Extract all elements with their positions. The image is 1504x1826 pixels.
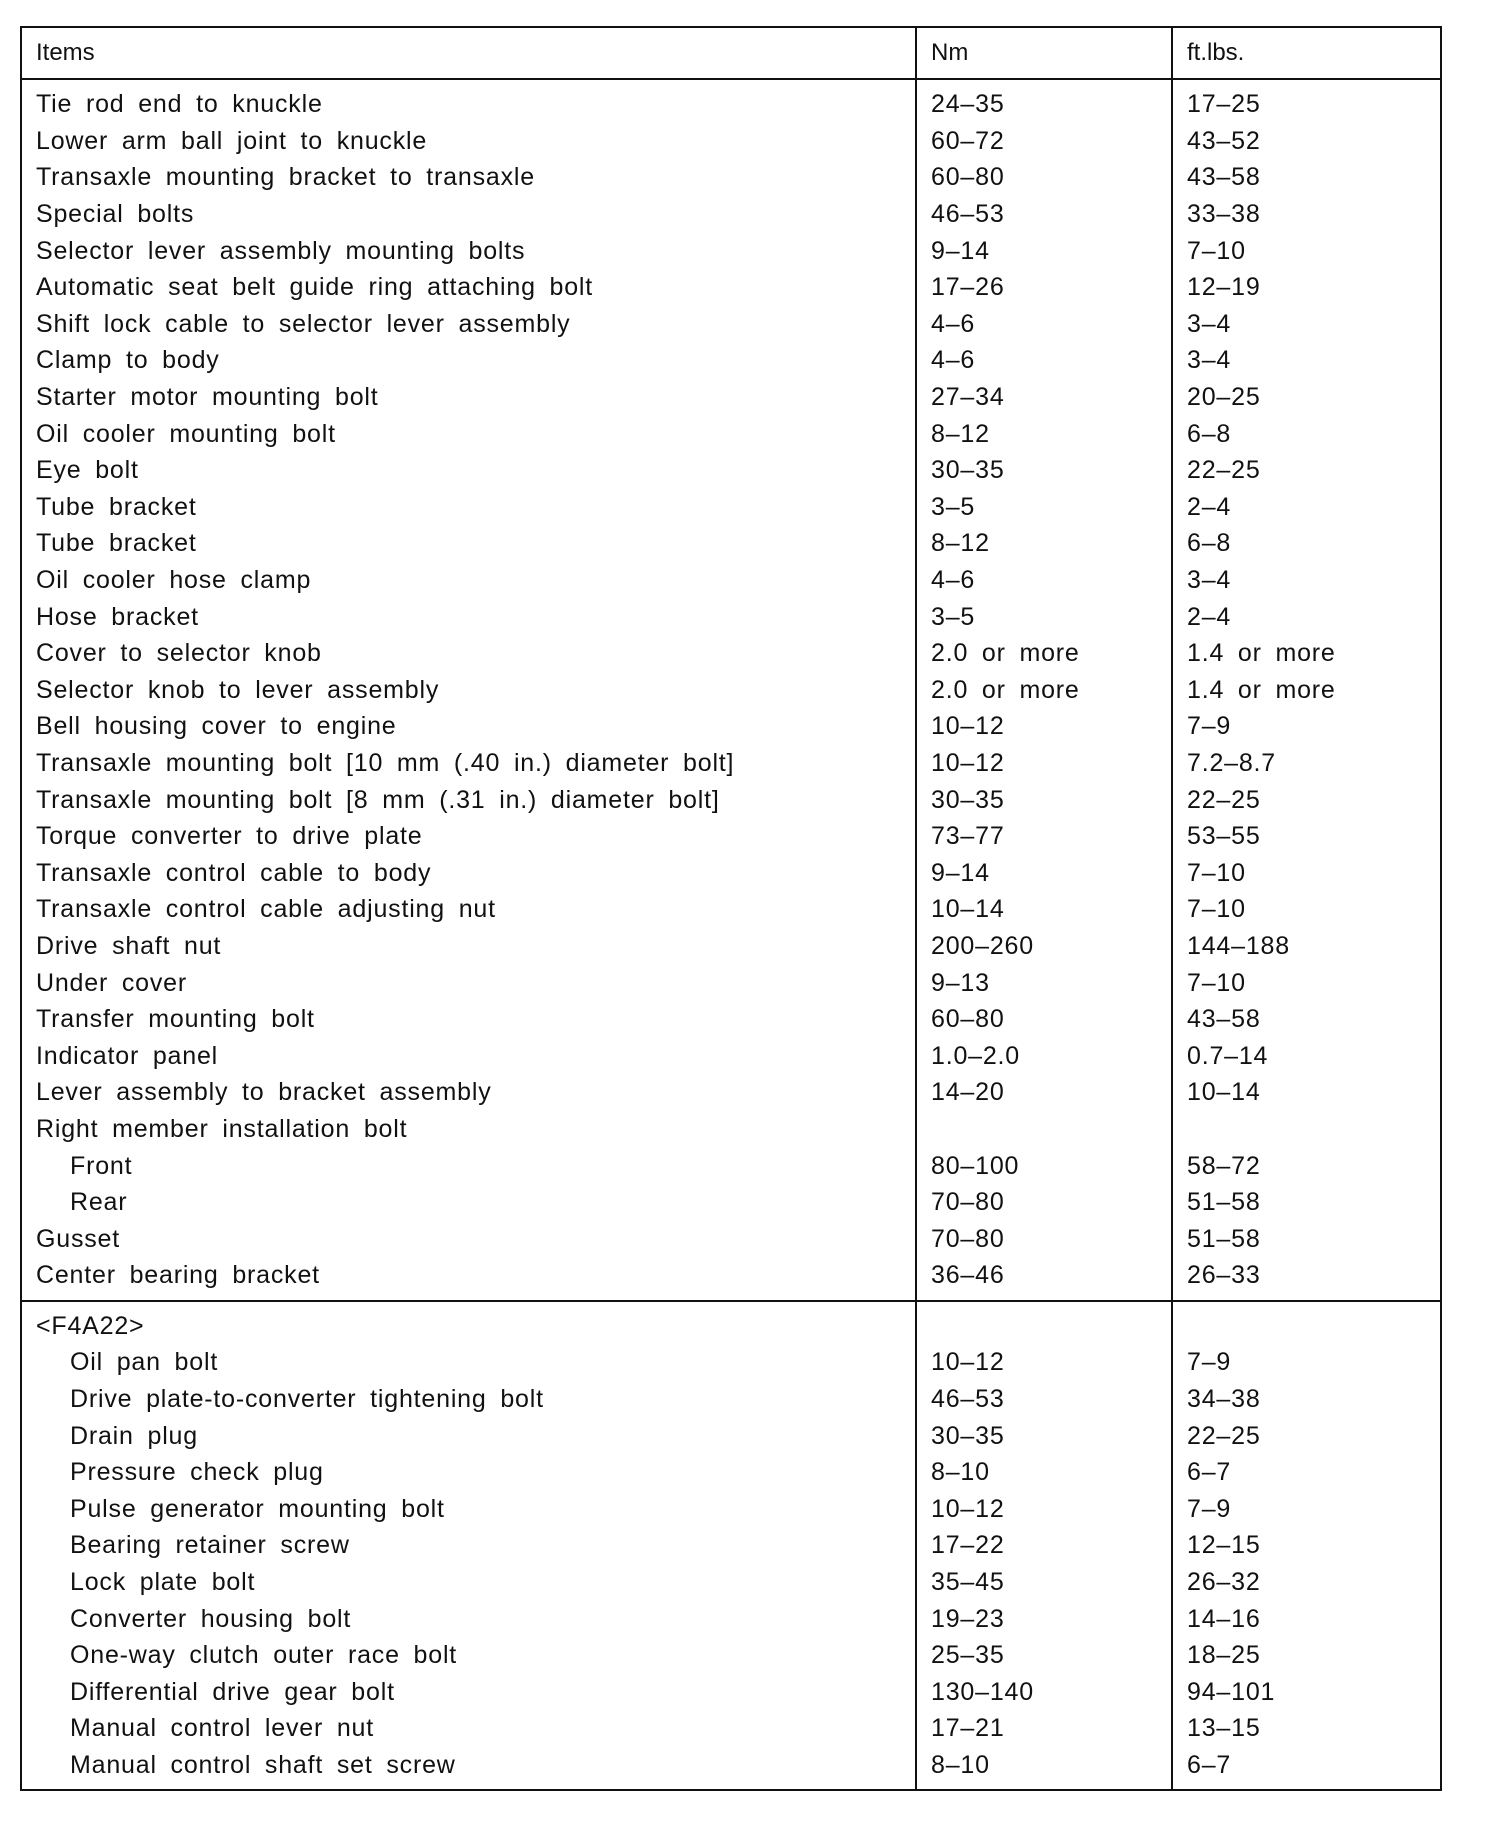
nm-cell: 25–35 xyxy=(916,1637,1172,1674)
table-row xyxy=(21,1074,1441,1111)
ftlbs-cell: 6–8 xyxy=(1187,419,1232,448)
ftlbs-cell: 7–10 xyxy=(1187,858,1246,887)
table-row xyxy=(21,1454,1441,1491)
nm-cell: 27–34 xyxy=(916,379,1172,416)
item-cell: Oil pan bolt xyxy=(21,1344,916,1381)
item-cell: Hose bracket xyxy=(21,598,916,635)
ftlbs-cell: 58–72 xyxy=(1187,1151,1261,1180)
ftlbs-cell: 43–52 xyxy=(1187,126,1261,155)
item-cell: Bell housing cover to engine xyxy=(21,708,916,745)
ftlbs-cell: 22–25 xyxy=(1187,1421,1261,1450)
item-cell: One-way clutch outer race bolt xyxy=(21,1637,916,1674)
nm-cell: 17–26 xyxy=(916,269,1172,306)
item-cell: Transaxle mounting bolt [8 mm (.31 in.) diameter bolt] xyxy=(21,781,916,818)
item-cell: Drive plate-to-converter tightening bolt xyxy=(21,1381,916,1418)
nm-cell: 14–20 xyxy=(916,1074,1172,1111)
table-row xyxy=(21,1674,1441,1711)
nm-cell: 73–77 xyxy=(916,818,1172,855)
table-row xyxy=(21,818,1441,855)
item-cell: Clamp to body xyxy=(21,342,916,379)
table-row xyxy=(21,1564,1441,1601)
nm-cell: 130–140 xyxy=(916,1674,1172,1711)
item-cell: Shift lock cable to selector lever assembly xyxy=(21,306,916,343)
item-cell: Transaxle mounting bolt [10 mm (.40 in.) diameter bolt] xyxy=(21,745,916,782)
ftlbs-cell: 0.7–14 xyxy=(1187,1041,1269,1070)
ftlbs-cell: 7–9 xyxy=(1187,1494,1232,1523)
header-ftlbs: ft.lbs. xyxy=(1172,27,1441,79)
table-row xyxy=(21,306,1441,343)
ftlbs-cell: 3–4 xyxy=(1187,346,1232,375)
table-row xyxy=(21,1637,1441,1674)
nm-cell: 10–12 xyxy=(916,745,1172,782)
table-row xyxy=(21,452,1441,489)
nm-cell: 8–10 xyxy=(916,1747,1172,1791)
item-cell: Rear xyxy=(21,1184,916,1221)
table-row xyxy=(21,159,1441,196)
ftlbs-cell: 7–10 xyxy=(1187,968,1246,997)
nm-cell: 17–21 xyxy=(916,1710,1172,1747)
ftlbs-cell: 2–4 xyxy=(1187,492,1232,521)
ftlbs-cell: 3–4 xyxy=(1187,309,1232,338)
item-cell: Transfer mounting bolt xyxy=(21,1001,916,1038)
ftlbs-cell: 6–7 xyxy=(1187,1751,1232,1780)
nm-cell: 80–100 xyxy=(916,1147,1172,1184)
ftlbs-cell: 10–14 xyxy=(1187,1078,1261,1107)
item-cell: Indicator panel xyxy=(21,1037,916,1074)
table-row xyxy=(21,79,1441,123)
table-row xyxy=(21,928,1441,965)
table-row xyxy=(21,525,1441,562)
table-row xyxy=(21,1184,1441,1221)
table-row xyxy=(21,635,1441,672)
table-row xyxy=(21,269,1441,306)
nm-cell: 60–72 xyxy=(916,123,1172,160)
table-row xyxy=(21,854,1441,891)
item-cell: Under cover xyxy=(21,964,916,1001)
nm-cell: 4–6 xyxy=(916,306,1172,343)
nm-cell: 30–35 xyxy=(916,452,1172,489)
ftlbs-cell: 2–4 xyxy=(1187,602,1232,631)
item-cell: Converter housing bolt xyxy=(21,1600,916,1637)
item-cell: Transaxle mounting bracket to transaxle xyxy=(21,159,916,196)
nm-cell: 60–80 xyxy=(916,159,1172,196)
table-row xyxy=(21,745,1441,782)
ftlbs-cell: 7–10 xyxy=(1187,236,1246,265)
nm-cell: 17–22 xyxy=(916,1527,1172,1564)
ftlbs-cell: 1.4 or more xyxy=(1187,639,1336,668)
item-cell: Lower arm ball joint to knuckle xyxy=(21,123,916,160)
table-group-general xyxy=(21,79,1441,1301)
ftlbs-cell: 43–58 xyxy=(1187,163,1261,192)
table-row xyxy=(21,1147,1441,1184)
ftlbs-cell: 7.2–8.7 xyxy=(1187,748,1277,777)
table-row xyxy=(21,1037,1441,1074)
nm-cell: 9–13 xyxy=(916,964,1172,1001)
ftlbs-cell: 17–25 xyxy=(1187,90,1261,119)
nm-cell: 10–12 xyxy=(916,1344,1172,1381)
ftlbs-cell: 43–58 xyxy=(1187,1005,1261,1034)
ftlbs-cell: 7–9 xyxy=(1187,1348,1232,1377)
nm-cell: 8–12 xyxy=(916,525,1172,562)
table-row xyxy=(21,232,1441,269)
ftlbs-cell: 3–4 xyxy=(1187,566,1232,595)
table-row xyxy=(21,964,1441,1001)
table-row xyxy=(21,672,1441,709)
ftlbs-cell: 26–32 xyxy=(1187,1568,1261,1597)
item-cell: Selector knob to lever assembly xyxy=(21,672,916,709)
nm-cell: 46–53 xyxy=(916,196,1172,233)
item-cell: Lever assembly to bracket assembly xyxy=(21,1074,916,1111)
item-cell: Transaxle control cable to body xyxy=(21,854,916,891)
nm-cell: 9–14 xyxy=(916,854,1172,891)
item-cell: Eye bolt xyxy=(21,452,916,489)
table-row xyxy=(21,781,1441,818)
item-cell: Oil cooler mounting bolt xyxy=(21,415,916,452)
torque-spec-table xyxy=(20,26,1442,1791)
table-row xyxy=(21,123,1441,160)
nm-cell: 30–35 xyxy=(916,1417,1172,1454)
item-cell: Pressure check plug xyxy=(21,1454,916,1491)
nm-cell: 2.0 or more xyxy=(916,635,1172,672)
nm-cell: 35–45 xyxy=(916,1564,1172,1601)
table-row xyxy=(21,891,1441,928)
ftlbs-cell: 12–15 xyxy=(1187,1531,1261,1560)
nm-cell: 4–6 xyxy=(916,562,1172,599)
table-row xyxy=(21,1001,1441,1038)
table-row xyxy=(21,196,1441,233)
table-row xyxy=(21,1417,1441,1454)
table-row xyxy=(21,1710,1441,1747)
table-row xyxy=(21,1344,1441,1381)
ftlbs-cell: 51–58 xyxy=(1187,1188,1261,1217)
table-row xyxy=(21,598,1441,635)
nm-cell: 36–46 xyxy=(916,1257,1172,1301)
table-row xyxy=(21,1527,1441,1564)
table-group-f4a22 xyxy=(21,1301,1441,1791)
table-row xyxy=(21,1301,1441,1345)
table-row xyxy=(21,1600,1441,1637)
ftlbs-cell: 34–38 xyxy=(1187,1385,1261,1414)
nm-cell: 24–35 xyxy=(916,79,1172,123)
item-cell: Starter motor mounting bolt xyxy=(21,379,916,416)
item-cell: Tube bracket xyxy=(21,525,916,562)
item-cell: Manual control shaft set screw xyxy=(21,1747,916,1791)
item-cell: Drain plug xyxy=(21,1417,916,1454)
nm-cell xyxy=(916,1301,1172,1345)
nm-cell: 19–23 xyxy=(916,1600,1172,1637)
nm-cell: 8–12 xyxy=(916,415,1172,452)
item-cell: Manual control lever nut xyxy=(21,1710,916,1747)
item-cell: Tube bracket xyxy=(21,489,916,526)
nm-cell: 8–10 xyxy=(916,1454,1172,1491)
table-row xyxy=(21,415,1441,452)
item-cell: Differential drive gear bolt xyxy=(21,1674,916,1711)
item-cell: Oil cooler hose clamp xyxy=(21,562,916,599)
item-cell: Cover to selector knob xyxy=(21,635,916,672)
item-cell: Tie rod end to knuckle xyxy=(21,79,916,123)
ftlbs-cell: 26–33 xyxy=(1187,1261,1261,1290)
ftlbs-cell: 12–19 xyxy=(1187,273,1261,302)
ftlbs-cell: 6–8 xyxy=(1187,529,1232,558)
table-header-row xyxy=(21,27,1441,79)
item-cell: Lock plate bolt xyxy=(21,1564,916,1601)
item-cell: Torque converter to drive plate xyxy=(21,818,916,855)
ftlbs-cell: 13–15 xyxy=(1187,1714,1261,1743)
item-cell: Automatic seat belt guide ring attaching bolt xyxy=(21,269,916,306)
table-row xyxy=(21,1491,1441,1528)
nm-cell: 2.0 or more xyxy=(916,672,1172,709)
nm-cell: 10–14 xyxy=(916,891,1172,928)
table-row xyxy=(21,708,1441,745)
ftlbs-cell: 18–25 xyxy=(1187,1641,1261,1670)
ftlbs-cell xyxy=(1172,1111,1441,1148)
nm-cell: 200–260 xyxy=(916,928,1172,965)
ftlbs-cell: 22–25 xyxy=(1187,785,1261,814)
nm-cell: 3–5 xyxy=(916,598,1172,635)
item-cell: <F4A22> xyxy=(21,1301,916,1345)
nm-cell: 3–5 xyxy=(916,489,1172,526)
item-cell: Pulse generator mounting bolt xyxy=(21,1491,916,1528)
item-cell: Special bolts xyxy=(21,196,916,233)
ftlbs-cell: 7–10 xyxy=(1187,895,1246,924)
table-row xyxy=(21,1381,1441,1418)
table-row xyxy=(21,1747,1441,1791)
nm-cell: 70–80 xyxy=(916,1220,1172,1257)
header-items: Items xyxy=(21,27,916,79)
ftlbs-cell: 33–38 xyxy=(1187,200,1261,229)
ftlbs-cell: 1.4 or more xyxy=(1187,675,1336,704)
nm-cell: 30–35 xyxy=(916,781,1172,818)
ftlbs-cell xyxy=(1172,1301,1441,1345)
item-cell: Drive shaft nut xyxy=(21,928,916,965)
nm-cell: 10–12 xyxy=(916,708,1172,745)
item-cell: Front xyxy=(21,1147,916,1184)
table-row xyxy=(21,1220,1441,1257)
nm-cell: 10–12 xyxy=(916,1491,1172,1528)
table-row xyxy=(21,1111,1441,1148)
item-cell: Gusset xyxy=(21,1220,916,1257)
table-row xyxy=(21,562,1441,599)
table-row xyxy=(21,489,1441,526)
nm-cell: 9–14 xyxy=(916,232,1172,269)
nm-cell: 4–6 xyxy=(916,342,1172,379)
header-nm: Nm xyxy=(916,27,1172,79)
ftlbs-cell: 6–7 xyxy=(1187,1458,1232,1487)
ftlbs-cell: 53–55 xyxy=(1187,822,1261,851)
table-row xyxy=(21,1257,1441,1301)
nm-cell xyxy=(916,1111,1172,1148)
nm-cell: 46–53 xyxy=(916,1381,1172,1418)
nm-cell: 60–80 xyxy=(916,1001,1172,1038)
item-cell: Center bearing bracket xyxy=(21,1257,916,1301)
item-cell: Bearing retainer screw xyxy=(21,1527,916,1564)
item-cell: Right member installation bolt xyxy=(21,1111,916,1148)
ftlbs-cell: 22–25 xyxy=(1187,456,1261,485)
item-cell: Transaxle control cable adjusting nut xyxy=(21,891,916,928)
ftlbs-cell: 51–58 xyxy=(1187,1224,1261,1253)
ftlbs-cell: 7–9 xyxy=(1187,712,1232,741)
table-row xyxy=(21,342,1441,379)
ftlbs-cell: 20–25 xyxy=(1187,383,1261,412)
nm-cell: 1.0–2.0 xyxy=(916,1037,1172,1074)
ftlbs-cell: 14–16 xyxy=(1187,1604,1261,1633)
nm-cell: 70–80 xyxy=(916,1184,1172,1221)
ftlbs-cell: 144–188 xyxy=(1187,931,1290,960)
table-row xyxy=(21,379,1441,416)
ftlbs-cell: 94–101 xyxy=(1187,1677,1276,1706)
item-cell: Selector lever assembly mounting bolts xyxy=(21,232,916,269)
